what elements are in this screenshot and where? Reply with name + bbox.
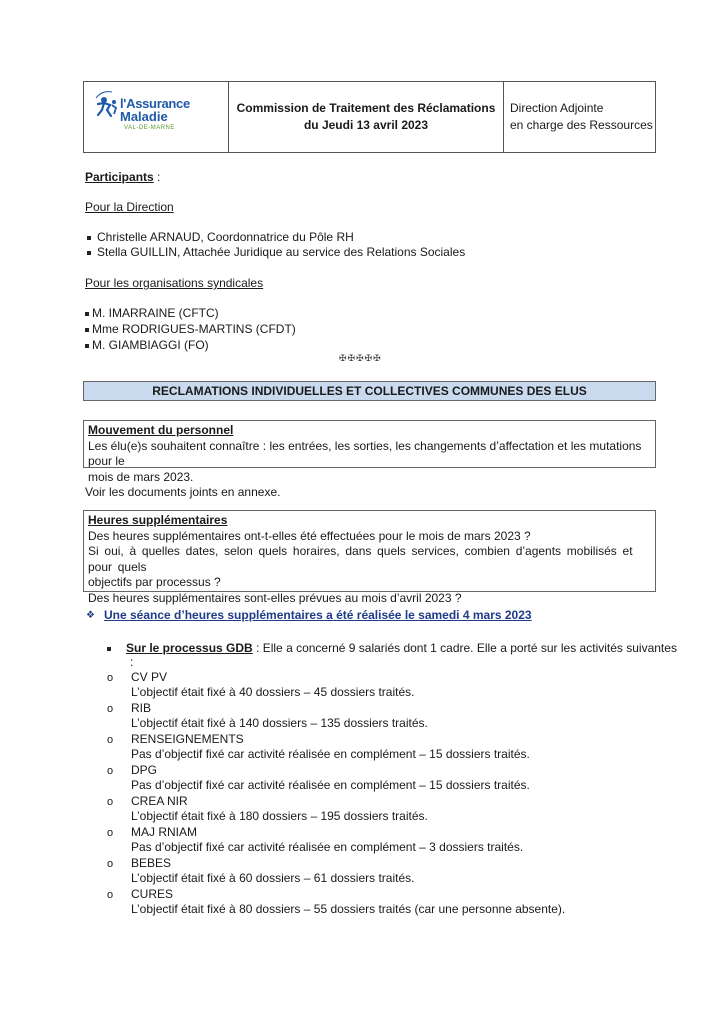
member-name: Stella GUILLIN, Attachée Juridique au service des Relations Sociales xyxy=(97,245,466,259)
activity-detail: L’objectif était fixé à 80 dossiers – 55 dossiers traités (car une personne absente). xyxy=(131,902,566,916)
activity-detail: L’objectif était fixé à 140 dossiers – 135 dossiers traités. xyxy=(131,716,428,730)
circle-bullet-icon: o xyxy=(107,796,114,808)
member-name: Christelle ARNAUD, Coordonnatrice du Pôle RH xyxy=(97,230,354,244)
circle-bullet-icon: o xyxy=(107,889,114,901)
processus-text: : Elle a concerné 9 salariés dont 1 cadre. Elle a porté sur les activités suivantes xyxy=(252,641,677,655)
heures-box xyxy=(83,510,656,605)
heures-line-1: Des heures supplémentaires ont-t-elles été effectuées pour le mois de mars 2023 ? xyxy=(88,528,531,543)
header-table xyxy=(83,81,656,153)
logo-text-assurance: l'Assurance xyxy=(120,96,190,111)
diamond-bullet-icon: ❖ xyxy=(86,610,95,621)
activity-detail: L’objectif était fixé à 180 dossiers – 195 dossiers traités. xyxy=(131,809,428,823)
participants-heading-colon: : xyxy=(153,170,161,184)
unions-heading: Pour les organisations syndicales xyxy=(85,276,264,290)
heures-line-4: Des heures supplémentaires sont-elles prévues au mois d’avril 2023 ? xyxy=(88,590,462,605)
activity-name: DPG xyxy=(131,763,158,777)
activity-detail: Pas d’objectif fixé car activité réalisée en complément – 3 dossiers traités. xyxy=(131,840,524,854)
participants-heading xyxy=(85,170,160,184)
logo-text-region: VAL-DE-MARNE xyxy=(124,125,175,131)
logo-text-maladie: Maladie xyxy=(120,109,168,124)
document-title xyxy=(229,82,504,152)
activity-detail: L’objectif était fixé à 40 dossiers – 45 dossiers traités. xyxy=(131,685,415,699)
seance-title: Une séance d’heures supplémentaires a été réalisée le samedi 4 mars 2023 xyxy=(104,608,532,622)
heures-line-3: objectifs par processus ? xyxy=(88,575,221,589)
member-name: M. IMARRAINE (CFTC) xyxy=(92,306,219,320)
list-item xyxy=(85,322,296,336)
square-bullet-icon xyxy=(85,344,89,348)
mouvement-answer: Voir les documents joints en annexe. xyxy=(85,485,281,499)
activity-detail: Pas d’objectif fixé car activité réalisée en complément – 15 dossiers traités. xyxy=(131,778,530,792)
logo-cell xyxy=(84,82,229,152)
title-line-2: du Jeudi 13 avril 2023 xyxy=(303,118,429,132)
member-name: Mme RODRIGUES-MARTINS (CFDT) xyxy=(92,322,296,336)
activity-name: BEBES xyxy=(131,856,172,870)
circle-bullet-icon: o xyxy=(107,734,114,746)
activity-name: RENSEIGNEMENTS xyxy=(131,732,244,746)
processus-label: Sur le processus GDB xyxy=(126,641,253,655)
square-bullet-icon xyxy=(85,328,89,332)
activity-name: CV PV xyxy=(131,670,168,684)
processus-gdb-line xyxy=(107,641,677,655)
section-banner: RECLAMATIONS INDIVIDUELLES ET COLLECTIVES COMMUNES DES ELUS xyxy=(83,381,656,401)
square-bullet-icon xyxy=(87,236,91,240)
square-bullet-icon xyxy=(85,312,89,316)
circle-bullet-icon: o xyxy=(107,703,114,715)
circle-bullet-icon: o xyxy=(107,827,114,839)
activity-name: MAJ RNIAM xyxy=(131,825,197,839)
direction-cell xyxy=(504,82,655,152)
heures-title: Heures supplémentaires xyxy=(88,513,228,527)
list-item xyxy=(87,230,354,244)
mouvement-box xyxy=(83,420,656,484)
activity-name: CURES xyxy=(131,887,174,901)
square-bullet-icon xyxy=(107,647,111,651)
circle-bullet-icon: o xyxy=(107,672,114,684)
circle-bullet-icon: o xyxy=(107,858,114,870)
square-bullet-icon xyxy=(87,251,91,255)
direction-line-2: en charge des Ressources xyxy=(510,118,653,132)
participants-heading-text: Participants xyxy=(85,170,154,184)
list-item xyxy=(85,338,209,352)
mouvement-line-2: mois de mars 2023. xyxy=(88,469,194,484)
activity-name: CREA NIR xyxy=(131,794,188,808)
activity-detail: Pas d’objectif fixé car activité réalisée en complément – 15 dossiers traités. xyxy=(131,747,530,761)
assurance-maladie-logo-icon xyxy=(92,88,122,122)
processus-colon: : xyxy=(130,655,134,669)
circle-bullet-icon: o xyxy=(107,765,114,777)
mouvement-line-1: Les élu(e)s souhaitent connaître : les entrées, les sorties, les changements d’affectation et les mutations pour le xyxy=(88,438,642,468)
direction-line-1: Direction Adjointe xyxy=(510,101,604,115)
separator-crosses-icon: ✠✠✠✠✠ xyxy=(339,353,382,363)
heures-line-2: Si oui, à quelles dates, selon quels horaires, dans quels services, combien d’agents mobilisés et pour quels xyxy=(88,544,633,574)
title-line-1: Commission de Traitement des Réclamations xyxy=(236,101,496,115)
list-item xyxy=(87,245,465,259)
member-name: M. GIAMBIAGGI (FO) xyxy=(92,338,209,352)
list-item xyxy=(85,306,219,320)
mouvement-title: Mouvement du personnel xyxy=(88,423,234,437)
direction-heading: Pour la Direction xyxy=(85,200,174,214)
activity-detail: L’objectif était fixé à 60 dossiers – 61 dossiers traités. xyxy=(131,871,415,885)
activity-name: RIB xyxy=(131,701,152,715)
